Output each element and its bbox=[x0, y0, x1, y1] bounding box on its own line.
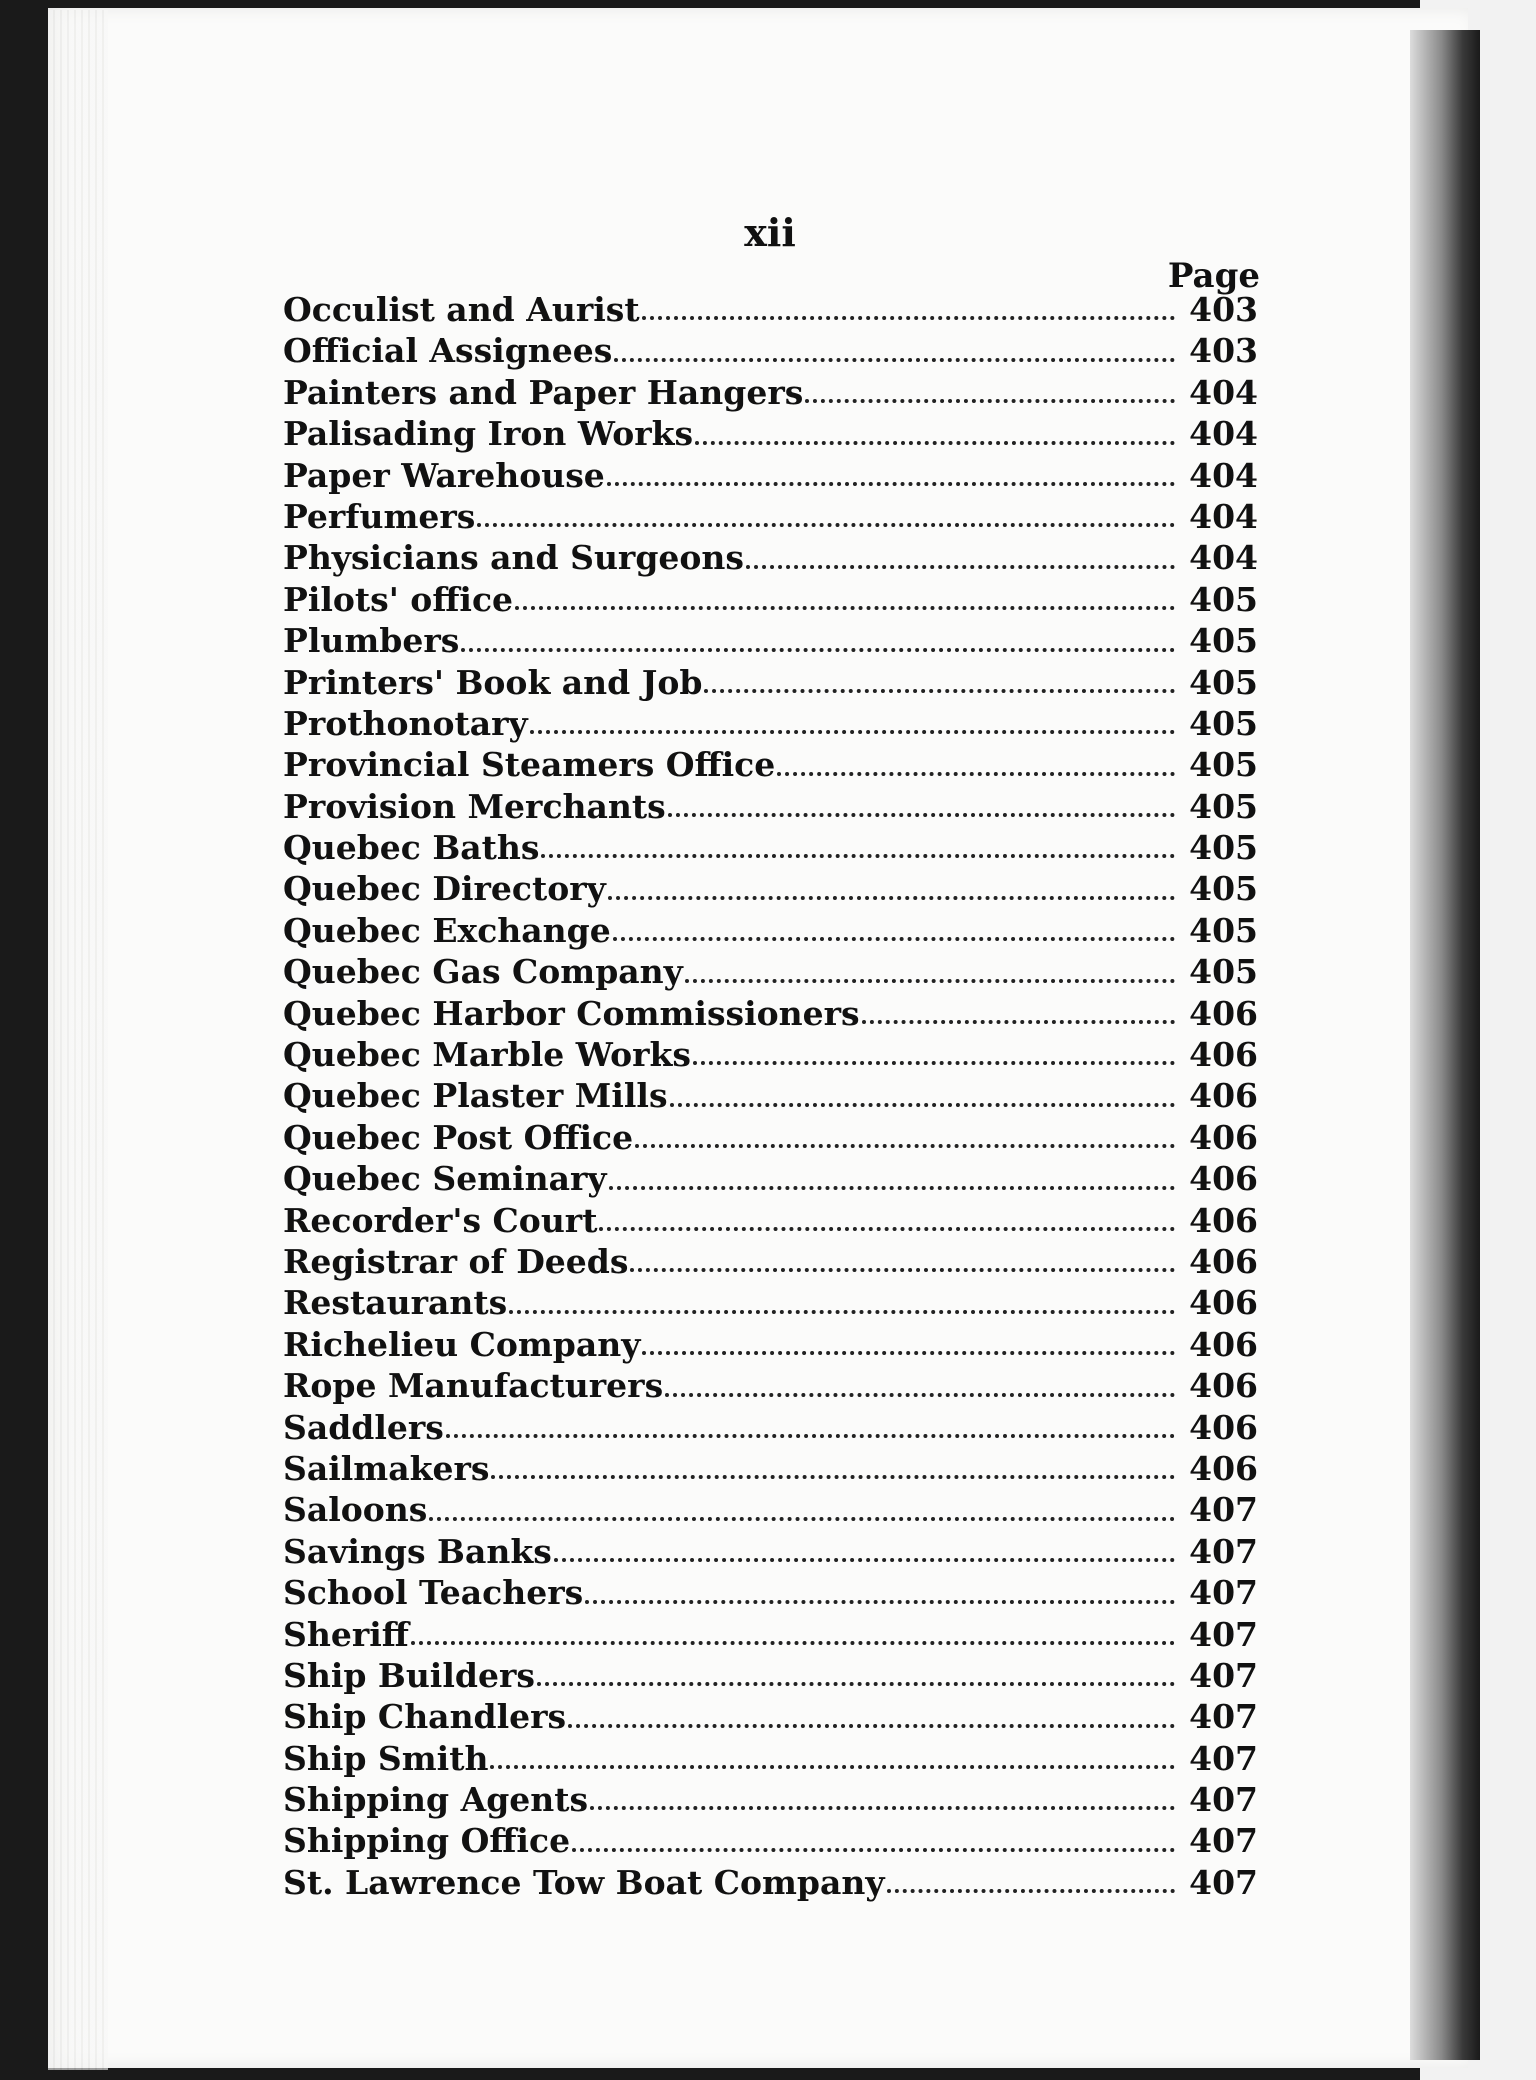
dot-leader bbox=[572, 1846, 1175, 1852]
index-list bbox=[283, 290, 1258, 1904]
dot-leader bbox=[635, 1142, 1175, 1148]
index-entry-name: Perfumers bbox=[283, 496, 476, 536]
dot-leader bbox=[446, 1432, 1175, 1438]
index-entry bbox=[283, 373, 1258, 414]
index-entry-name: Provision Merchants bbox=[283, 786, 666, 826]
dot-leader bbox=[670, 1101, 1176, 1107]
index-entry bbox=[283, 911, 1258, 952]
index-entry-name: Shipping Office bbox=[283, 1821, 571, 1861]
index-entry bbox=[283, 290, 1258, 331]
index-entry-name: Shipping Agents bbox=[283, 1780, 589, 1820]
index-entry-page: 406 bbox=[1189, 1448, 1258, 1488]
index-entry bbox=[283, 787, 1258, 828]
index-entry-name: Saloons bbox=[283, 1490, 428, 1530]
index-entry-name: Physicians and Surgeons bbox=[283, 538, 744, 578]
dot-leader bbox=[693, 1059, 1175, 1065]
index-entry-name: Quebec Harbor Commissioners bbox=[283, 993, 860, 1033]
index-entry-name: School Teachers bbox=[283, 1573, 584, 1613]
index-entry-name: Registrar of Deeds bbox=[283, 1241, 629, 1281]
dot-leader bbox=[490, 1763, 1175, 1769]
index-entry-name: Paper Warehouse bbox=[283, 455, 605, 495]
dot-leader bbox=[537, 1680, 1175, 1686]
index-entry-name: St. Lawrence Tow Boat Company bbox=[283, 1862, 885, 1902]
index-entry-page: 404 bbox=[1189, 496, 1258, 536]
index-entry bbox=[283, 1366, 1258, 1407]
index-entry bbox=[283, 1780, 1258, 1821]
index-entry-page: 407 bbox=[1189, 1862, 1258, 1902]
dot-leader bbox=[541, 852, 1175, 858]
dot-leader bbox=[568, 1722, 1175, 1728]
index-entry-name: Richelieu Company bbox=[283, 1324, 641, 1364]
index-entry-name: Restaurants bbox=[283, 1283, 508, 1323]
dot-leader bbox=[746, 563, 1175, 569]
index-entry bbox=[283, 1201, 1258, 1242]
index-entry-page: 406 bbox=[1189, 1200, 1258, 1240]
index-entry-name: Savings Banks bbox=[283, 1531, 552, 1571]
index-entry-page: 406 bbox=[1189, 1324, 1258, 1364]
dot-leader bbox=[461, 646, 1175, 652]
index-entry-name: Occulist and Aurist bbox=[283, 290, 640, 329]
dot-leader bbox=[777, 770, 1175, 776]
index-entry-name: Quebec Post Office bbox=[283, 1117, 634, 1157]
index-entry-name: Rope Manufacturers bbox=[283, 1366, 664, 1406]
index-entry-name: Ship Chandlers bbox=[283, 1697, 567, 1737]
dot-leader bbox=[585, 1598, 1175, 1604]
index-entry bbox=[283, 414, 1258, 455]
index-entry-page: 407 bbox=[1189, 1738, 1258, 1778]
index-entry bbox=[283, 1739, 1258, 1780]
dot-leader bbox=[862, 1018, 1176, 1024]
index-entry bbox=[283, 869, 1258, 910]
index-entry bbox=[283, 745, 1258, 786]
index-entry bbox=[283, 1490, 1258, 1531]
index-entry bbox=[283, 621, 1258, 662]
index-entry-page: 407 bbox=[1189, 1821, 1258, 1861]
index-entry bbox=[283, 1615, 1258, 1656]
dot-leader bbox=[704, 687, 1175, 693]
index-entry-page: 407 bbox=[1189, 1655, 1258, 1695]
dot-leader bbox=[477, 521, 1175, 527]
index-entry bbox=[283, 580, 1258, 621]
dot-leader bbox=[599, 1225, 1175, 1231]
index-entry bbox=[283, 1449, 1258, 1490]
index-entry-name: Quebec Directory bbox=[283, 869, 606, 909]
index-entry-page: 405 bbox=[1189, 786, 1258, 826]
index-entry-page: 406 bbox=[1189, 1407, 1258, 1447]
index-entry-page: 407 bbox=[1189, 1531, 1258, 1571]
dot-leader bbox=[614, 356, 1175, 362]
index-entry-name: Quebec Plaster Mills bbox=[283, 1076, 668, 1116]
dot-leader bbox=[607, 480, 1175, 486]
index-entry-page: 406 bbox=[1189, 1117, 1258, 1157]
page-column-label: Page bbox=[1167, 256, 1260, 296]
index-entry-page: 405 bbox=[1189, 662, 1258, 702]
index-entry bbox=[283, 994, 1258, 1035]
index-entry bbox=[283, 1863, 1258, 1904]
dot-leader bbox=[613, 935, 1175, 941]
index-entry-page: 403 bbox=[1189, 331, 1258, 371]
index-entry-page: 405 bbox=[1189, 703, 1258, 743]
dot-leader bbox=[630, 1266, 1175, 1272]
dot-leader bbox=[530, 728, 1175, 734]
index-entry-name: Prothonotary bbox=[283, 703, 528, 743]
index-entry-page: 404 bbox=[1189, 414, 1258, 454]
index-entry-name: Provincial Steamers Office bbox=[283, 745, 776, 785]
dot-leader bbox=[887, 1887, 1176, 1893]
index-entry-page: 405 bbox=[1189, 579, 1258, 619]
index-entry bbox=[283, 1118, 1258, 1159]
dot-leader bbox=[609, 1184, 1176, 1190]
dot-leader bbox=[515, 604, 1175, 610]
index-entry-page: 407 bbox=[1189, 1614, 1258, 1654]
dot-leader bbox=[590, 1804, 1175, 1810]
index-entry-page: 407 bbox=[1189, 1490, 1258, 1530]
index-entry-name: Sheriff bbox=[283, 1614, 409, 1654]
dot-leader bbox=[665, 1391, 1175, 1397]
index-entry-page: 407 bbox=[1189, 1573, 1258, 1613]
index-entry bbox=[283, 1076, 1258, 1117]
index-entry-name: Pilots' office bbox=[283, 579, 514, 619]
index-entry-page: 406 bbox=[1189, 1159, 1258, 1199]
index-entry bbox=[283, 1159, 1258, 1200]
index-entry-name: Official Assignees bbox=[283, 331, 613, 371]
index-entry bbox=[283, 456, 1258, 497]
dot-leader bbox=[554, 1556, 1175, 1562]
index-entry bbox=[283, 1242, 1258, 1283]
index-entry-page: 404 bbox=[1189, 455, 1258, 495]
index-entry bbox=[283, 1283, 1258, 1324]
index-entry bbox=[283, 1573, 1258, 1614]
dot-leader bbox=[429, 1515, 1175, 1521]
index-entry bbox=[283, 704, 1258, 745]
index-entry-name: Painters and Paper Hangers bbox=[283, 372, 804, 412]
index-entry-page: 403 bbox=[1189, 290, 1258, 329]
index-entry-name: Palisading Iron Works bbox=[283, 414, 694, 454]
index-entry bbox=[283, 1408, 1258, 1449]
dot-leader bbox=[668, 811, 1175, 817]
index-entry-name: Quebec Baths bbox=[283, 828, 540, 868]
index-entry-page: 406 bbox=[1189, 1283, 1258, 1323]
index-entry-page: 404 bbox=[1189, 372, 1258, 412]
index-entry-name: Quebec Seminary bbox=[283, 1159, 607, 1199]
dot-leader bbox=[805, 397, 1175, 403]
index-entry bbox=[283, 1656, 1258, 1697]
index-entry-name: Ship Builders bbox=[283, 1655, 535, 1695]
index-entry-page: 406 bbox=[1189, 1241, 1258, 1281]
book-spine-shadow bbox=[1410, 30, 1480, 2060]
index-entry-name: Ship Smith bbox=[283, 1738, 489, 1778]
index-entry-page: 406 bbox=[1189, 1366, 1258, 1406]
index-entry-page: 406 bbox=[1189, 993, 1258, 1033]
index-entry bbox=[283, 1532, 1258, 1573]
dot-leader bbox=[642, 314, 1176, 320]
dot-leader bbox=[608, 894, 1175, 900]
index-entry bbox=[283, 1821, 1258, 1862]
index-entry-page: 405 bbox=[1189, 910, 1258, 950]
running-head: xii bbox=[744, 210, 796, 255]
index-entry-page: 405 bbox=[1189, 828, 1258, 868]
index-entry-page: 405 bbox=[1189, 952, 1258, 992]
index-entry-name: Quebec Exchange bbox=[283, 910, 611, 950]
index-entry-name: Recorder's Court bbox=[283, 1200, 598, 1240]
dot-leader bbox=[509, 1308, 1175, 1314]
index-entry-name: Quebec Gas Company bbox=[283, 952, 683, 992]
index-entry bbox=[283, 952, 1258, 993]
index-entry-page: 405 bbox=[1189, 621, 1258, 661]
index-entry bbox=[283, 1697, 1258, 1738]
dot-leader bbox=[491, 1473, 1175, 1479]
index-entry-name: Quebec Marble Works bbox=[283, 1035, 691, 1075]
page-edge-lines bbox=[48, 10, 108, 2070]
index-entry-name: Sailmakers bbox=[283, 1448, 490, 1488]
index-entry-page: 405 bbox=[1189, 869, 1258, 909]
index-entry-page: 406 bbox=[1189, 1035, 1258, 1075]
index-entry bbox=[283, 663, 1258, 704]
index-entry bbox=[283, 331, 1258, 372]
dot-leader bbox=[642, 1349, 1175, 1355]
index-entry bbox=[283, 538, 1258, 579]
index-entry-page: 405 bbox=[1189, 745, 1258, 785]
dot-leader bbox=[685, 977, 1175, 983]
index-entry-name: Printers' Book and Job bbox=[283, 662, 703, 702]
index-entry bbox=[283, 1325, 1258, 1366]
index-entry-page: 404 bbox=[1189, 538, 1258, 578]
dot-leader bbox=[695, 439, 1175, 445]
index-entry bbox=[283, 828, 1258, 869]
index-entry-page: 406 bbox=[1189, 1076, 1258, 1116]
dot-leader bbox=[411, 1639, 1175, 1645]
index-entry bbox=[283, 1035, 1258, 1076]
index-entry-name: Plumbers bbox=[283, 621, 460, 661]
index-entry-name: Saddlers bbox=[283, 1407, 444, 1447]
index-entry bbox=[283, 497, 1258, 538]
index-entry-page: 407 bbox=[1189, 1697, 1258, 1737]
index-entry-page: 407 bbox=[1189, 1780, 1258, 1820]
